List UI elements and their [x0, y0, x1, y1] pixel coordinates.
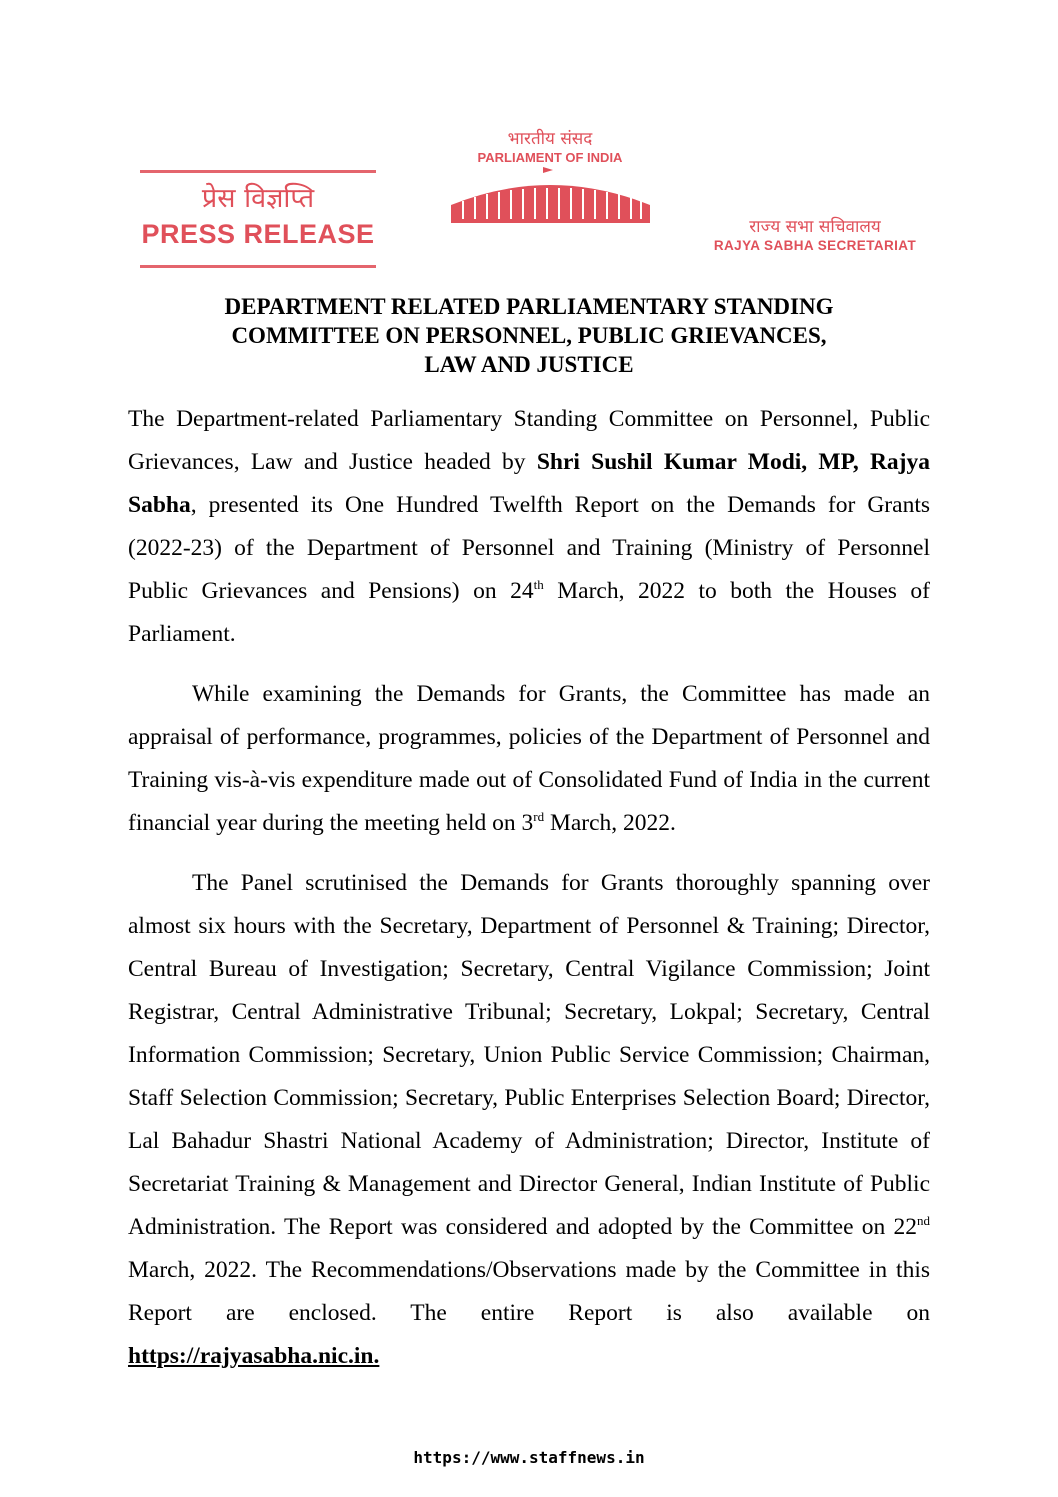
secretariat-label: RAJYA SABHA SECRETARIAT [713, 238, 917, 253]
footer-url: https://www.staffnews.in [413, 1448, 645, 1467]
text: March, 2022 to both the Houses of Parliament. [128, 578, 931, 647]
text: The Panel scrutinised the Demands for Grants thoroughly spanning over almost six hours with the Secretary, Department of Personnel & Training; Director, Central Bureau of Investigation; Secretary, Central Vigilance Commission; Joint Registrar, Central Administrative Tribunal; Secretary, Lokpal; Secretary, Central Information Commission; Secretary, Union Public Service Commission; Chairman, Staff Selection Commission; Secretary, Public Enterprises Selection Board; Director, Lal Bahadur Shastri National Academy of Administration; Director, Institute of Secretariat Training & Management and Director General, Indian Institute of Public Administration. The Report was considered and adopted by the Committee on 22 [128, 870, 930, 1240]
document-body [128, 398, 930, 1395]
press-release-label: PRESS RELEASE [141, 219, 375, 249]
report-link[interactable]: https://rajyasabha.nic.in. [128, 1343, 380, 1369]
chairman-name: Shri Sushil Kumar Modi, MP, Rajya Sabha [128, 449, 930, 518]
secretariat-hindi-label: राज्य सभा सचिवालय [749, 217, 881, 237]
text: March, 2022. [544, 810, 676, 836]
paragraph-3 [128, 862, 930, 1378]
press-release-hindi-label: प्रेस विज्ञप्ति [201, 183, 315, 214]
document-title [128, 292, 930, 379]
title-line: LAW AND JUSTICE [424, 352, 634, 377]
title-line: COMMITTEE ON PERSONNEL, PUBLIC GRIEVANCES, [231, 323, 827, 348]
text: March, 2022. The Recommendations/Observations made by the Committee in this Report are enclosed. The entire Report is also available on [128, 1257, 930, 1326]
ordinal: rd [533, 809, 545, 825]
press-release-stamp [140, 170, 376, 268]
ordinal: th [533, 577, 544, 593]
paragraph-1 [128, 398, 930, 656]
parliament-building-icon [443, 165, 658, 233]
parliament-logo [440, 128, 660, 238]
text: , presented its One Hundred Twelfth Report on the Demands for Grants (2022-23) of the Department of Personnel and Training (Ministry of Personnel Public Grievances and Pensions) on 24 [128, 492, 930, 604]
text: While examining the Demands for Grants, the Committee has made an appraisal of performance, programmes, policies of the Department of Personnel and Training vis-à-vis expenditure made out of Consolidated Fund of India in the current financial year during the meeting held on 3 [128, 681, 930, 836]
title-line: DEPARTMENT RELATED PARLIAMENTARY STANDING [224, 294, 834, 319]
rajya-sabha-secretariat-logo [700, 216, 930, 253]
text: The Department-related Parliamentary Standing Committee on Personnel, Public Grievances, Law and Justice headed by [128, 406, 930, 475]
parliament-hindi-label: भारतीय संसद [507, 129, 593, 149]
paragraph-2 [128, 673, 930, 845]
parliament-label: PARLIAMENT OF INDIA [477, 150, 623, 165]
ordinal: nd [917, 1213, 930, 1229]
